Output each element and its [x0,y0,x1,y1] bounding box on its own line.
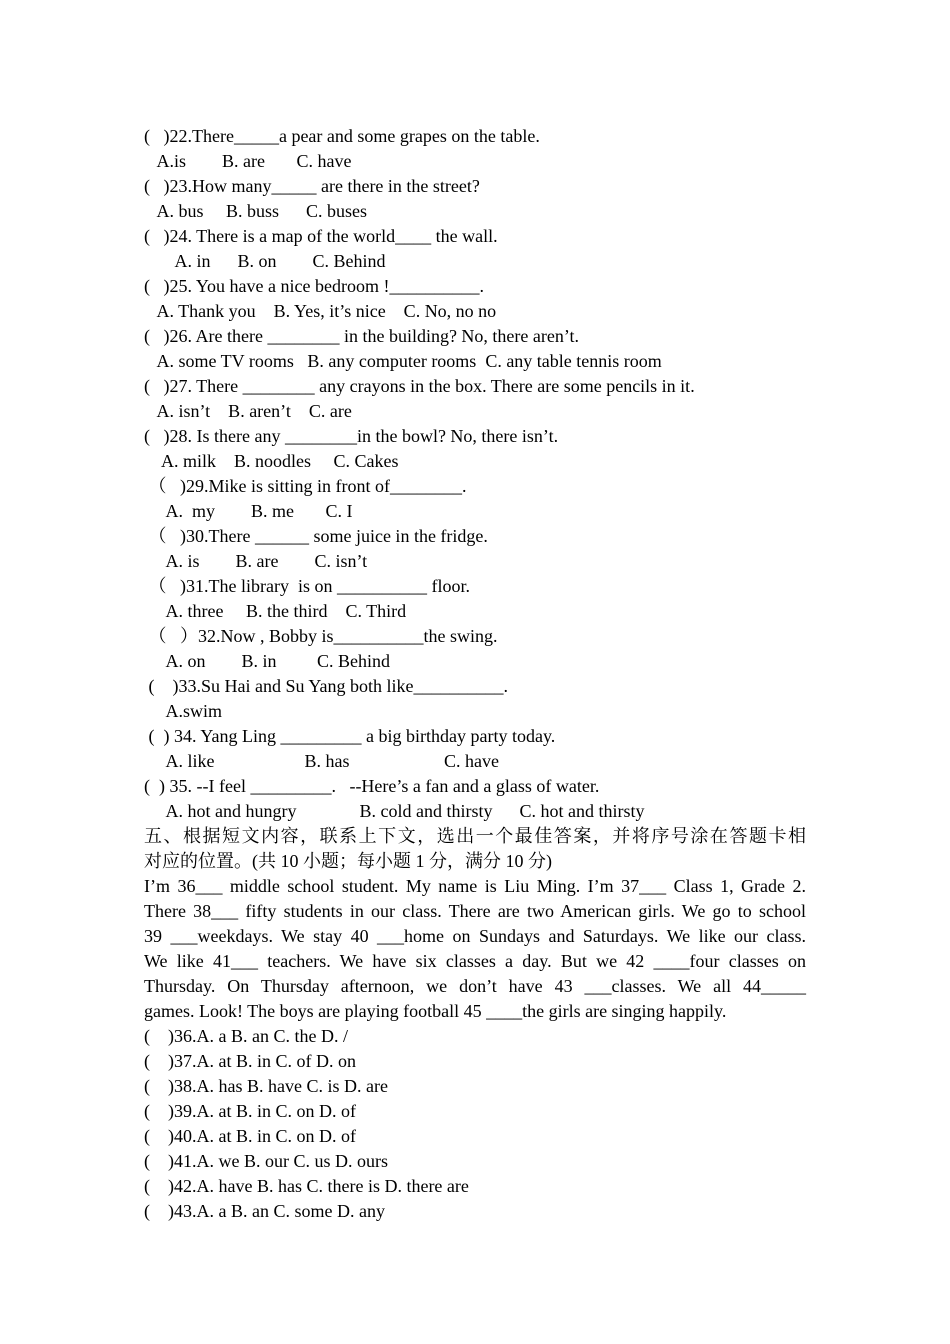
question-stem: ( )33.Su Hai and Su Yang both like__________. [144,676,508,696]
question-options: A. three B. the third C. Third [144,601,407,621]
question-options: A. in B. on C. Behind [144,251,386,271]
answer-option-43: ( )43.A. a B. an C. some D. any [144,1201,385,1221]
question-stem: （ )30.There ______ some juice in the fridge. [144,526,488,546]
answer-option-39: ( )39.A. at B. in C. on D. of [144,1101,356,1121]
section-heading-line: 五、根据短文内容，联系上下文，选出一个最佳答案，并将序号涂在答题卡相 [144,826,806,846]
question-34 [144,724,806,774]
question-options: A. Thank you B. Yes, it’s nice C. No, no no [144,301,497,321]
section-heading-line: 对应的位置。(共 10 小题；每小题 1 分，满分 10 分) [144,851,552,871]
question-stem: （ )29.Mike is sitting in front of________. [144,476,467,496]
answer-option-42: ( )42.A. have B. has C. there is D. there are [144,1176,469,1196]
question-26 [144,324,806,374]
question-22 [144,124,806,174]
question-stem: ( ) 34. Yang Ling _________ a big birthday party today. [144,726,556,746]
passage-line: games. Look! The boys are playing football 45 ____the girls are singing happily. [144,1001,727,1021]
question-stem: （ )31.The library is on __________ floor. [144,576,470,596]
question-27 [144,374,806,424]
question-stem: ( )24. There is a map of the world____ the wall. [144,226,498,246]
question-25 [144,274,806,324]
answer-option-37: ( )37.A. at B. in C. of D. on [144,1051,356,1071]
question-24 [144,224,806,274]
answer-option-36: ( )36.A. a B. an C. the D. / [144,1026,348,1046]
question-options: A.is B. are C. have [144,151,352,171]
question-options: A. hot and hungry B. cold and thirsty C. hot and thirsty [144,801,645,821]
question-stem: ( )23.How many_____ are there in the street? [144,176,480,196]
section-heading [144,824,806,874]
question-stem: ( )27. There ________ any crayons in the box. There are some pencils in it. [144,376,695,396]
question-options: A. some TV rooms B. any computer rooms C. any table tennis room [144,351,662,371]
question-stem: ( )25. You have a nice bedroom !__________. [144,276,484,296]
cloze-passage [144,874,806,1024]
question-stem: ( )26. Are there ________ in the building? No, there aren’t. [144,326,580,346]
passage-line: I’m 36___ middle school student. My name is Liu Ming. I’m 37___ Class 1, Grade 2. [144,876,806,896]
question-options: A. isn’t B. aren’t C. are [144,401,352,421]
passage-line: Thursday. On Thursday afternoon, we don’t have 43 ___classes. We all 44_____ [144,976,806,996]
answer-option-41: ( )41.A. we B. our C. us D. ours [144,1151,388,1171]
question-31 [144,574,806,624]
question-options: A. like B. has C. have [144,751,499,771]
answer-option-38: ( )38.A. has B. have C. is D. are [144,1076,388,1096]
question-options: A. my B. me C. I [144,501,353,521]
question-stem: ( )22.There_____a pear and some grapes on the table. [144,126,540,146]
question-35 [144,774,806,824]
exam-content [144,124,806,1224]
passage-line: There 38___ fifty students in our class. There are two American girls. We go to school [144,901,806,921]
question-stem: ( ) 35. --I feel _________. --Here’s a fan and a glass of water. [144,776,600,796]
question-options: A. is B. are C. isn’t [144,551,368,571]
question-23 [144,174,806,224]
question-options: A. bus B. buss C. buses [144,201,368,221]
answer-option-40: ( )40.A. at B. in C. on D. of [144,1126,356,1146]
question-30 [144,524,806,574]
question-options: A. on B. in C. Behind [144,651,391,671]
question-stem: ( )28. Is there any ________in the bowl? No, there isn’t. [144,426,559,446]
question-32 [144,624,806,674]
question-options: A. milk B. noodles C. Cakes [144,451,399,471]
question-29 [144,474,806,524]
passage-line: We like 41___ teachers. We have six classes a day. But we 42 ____four classes on [144,951,806,971]
question-33 [144,674,806,724]
passage-line: 39 ___weekdays. We stay 40 ___home on Sundays and Saturdays. We like our class. [144,926,806,946]
question-stem: （ ）32.Now , Bobby is__________the swing. [144,626,498,646]
answer-options-list [144,1024,806,1224]
question-options: A.swim [144,701,223,721]
question-28 [144,424,806,474]
